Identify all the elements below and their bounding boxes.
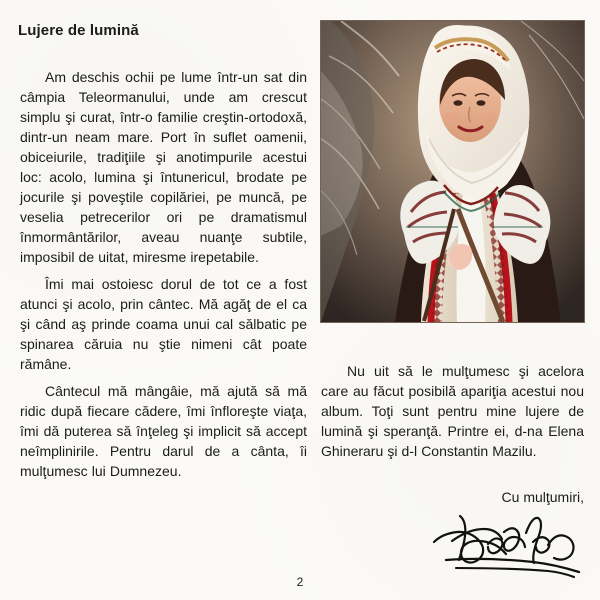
song-paragraph: Cântecul mă mângâie, mă ajută să mă ridic după fiecare cădere, îmi înfloreşte viaţa, îmi dă puterea să înţeleg şi implicit să accept neîmplinirile. Pentru darul de a cânta, îi mulţumesc lui Dumnezeu. <box>20 383 307 479</box>
portrait-photo <box>320 20 585 323</box>
right-text-block <box>321 361 584 461</box>
left-text-column <box>20 67 307 481</box>
page-number: 2 <box>296 575 304 589</box>
thanks-paragraph: Nu uit să le mulţumesc şi acelora care au făcut posibilă apariţia acestui nou album. Toţi sunt pentru mine lujere de lumină şi speranţă. Printre ei, d-na Elena Ghineraru şi d-l Constantin Mazilu. <box>321 363 584 459</box>
signature <box>430 502 582 582</box>
closing-text: Cu mulţumiri, <box>501 489 584 505</box>
memory-paragraph: Îmi mai ostoiesc dorul de tot ce a fost atunci şi acolo, prin cântec. Mă agăţ de el ca şi când aş prinde coama unui cal sălbatic pe spinarea căruia nu ştie nimeni cât poate rămâne. <box>20 276 307 372</box>
intro-paragraph: Am deschis ochii pe lume într-un sat din câmpia Teleormanului, unde am crescut simplu şi curat, într-o familie creştin-ortodoxă, dintr-un neam mare. Port în suflet oamenii, obiceiurile, tradiţiile şi anotimpurile acestui loc: acolo, lumina şi întunericul, brodate pe jocurile şi poveştile copilăriei, pe muncă, pe veselia petrecerilor ori pe dramatismul înmormântărilor, aveau nuanţe subtile, imposibil de uitat, miresme irepetabile. <box>20 69 307 265</box>
portrait-illustration <box>321 21 584 322</box>
page-title: Lujere de lumină <box>18 22 139 39</box>
signature-mark <box>430 502 582 582</box>
